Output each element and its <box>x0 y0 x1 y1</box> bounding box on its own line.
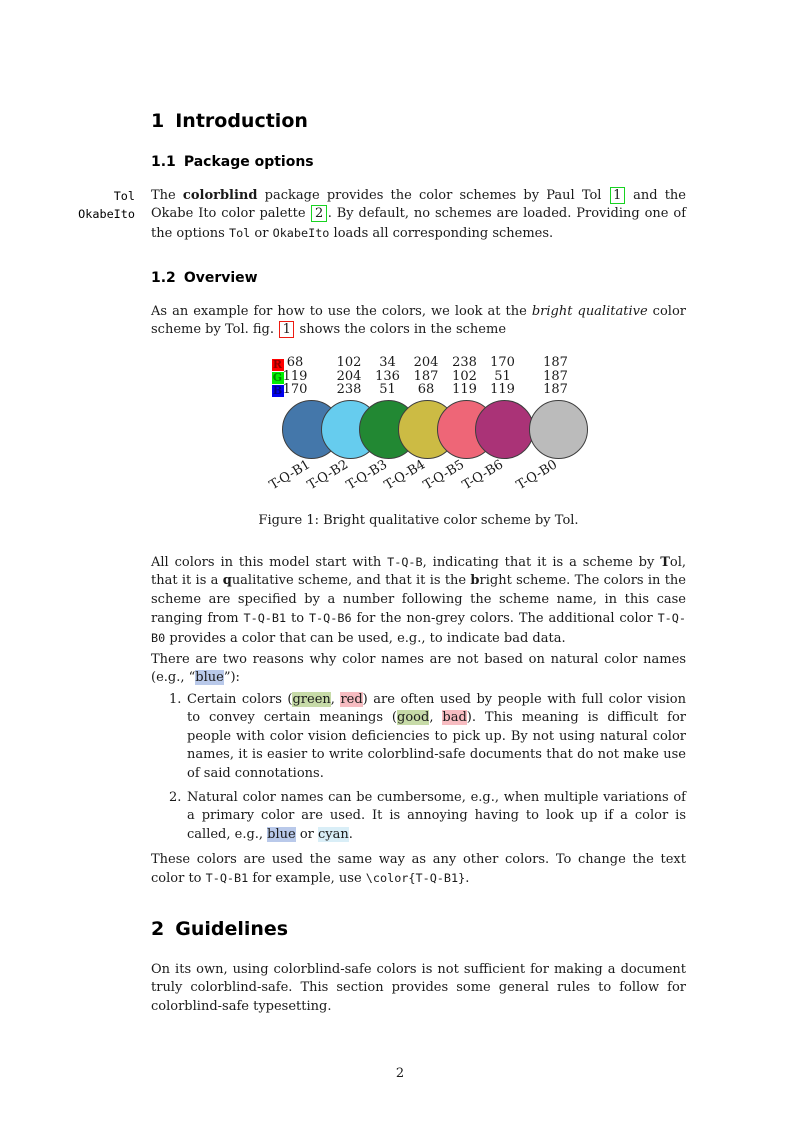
text-run: color scheme by Tol. fig. <box>151 304 686 338</box>
rgb-value: 68 <box>286 355 304 370</box>
rgb-value: 204 <box>336 368 362 384</box>
color-circle-T-Q-B6 <box>475 400 534 459</box>
rgb-value: 204 <box>413 355 439 370</box>
text-run: There are two reasons why color names are not based on natural color names (e.g., “ <box>151 652 686 686</box>
list-item-text <box>187 789 686 844</box>
text-tt: T-Q-B1 <box>243 611 287 626</box>
text-run: or <box>250 225 273 241</box>
rgb-value: 51 <box>379 382 396 398</box>
text-i: bright qualitative <box>531 304 648 319</box>
paragraph-package-intro <box>78 187 687 243</box>
text-run: ) are often used by people with full color vision to convey certain meanings ( <box>187 692 687 726</box>
text-b: q <box>222 573 232 589</box>
rgb-row-label-r: R <box>272 357 283 371</box>
text-run: . By default, no schemes are loaded. Providing one of the options <box>151 206 687 241</box>
text-run: package provides the color schemes by Paul Tol <box>257 188 609 203</box>
text-hl-blue: blue <box>267 826 296 842</box>
list-item-2 <box>151 789 686 844</box>
text-run: shows the colors in the scheme <box>295 322 507 338</box>
text-run: loads all corresponding schemes. <box>329 225 554 241</box>
rgb-value: 34 <box>379 355 396 370</box>
text-run: . <box>465 871 470 887</box>
rgb-value: 119 <box>282 368 308 384</box>
text-run: . <box>348 826 353 842</box>
figure-ref-link[interactable]: 1 <box>279 321 294 338</box>
color-label-T-Q-B0: T-Q-B0 <box>513 457 560 494</box>
text-tt: T-Q-B1 <box>205 871 249 886</box>
text-run: right scheme. The colors in the scheme are specified by a number following the scheme name, in this case ranging from <box>151 573 686 627</box>
text-run: and the Okabe Ito color palette <box>151 188 686 222</box>
rgb-values-T-Q-B6 <box>481 356 525 397</box>
paragraph-overview-intro <box>151 303 686 340</box>
list-item-number: 2. <box>169 790 182 805</box>
section-heading-introduction <box>151 110 686 132</box>
paragraph-text <box>151 304 686 337</box>
section-heading-package-options <box>151 154 686 170</box>
rgb-value: 187 <box>543 355 568 370</box>
text-b: T <box>660 555 670 570</box>
text-tt: T-Q-B <box>387 555 423 569</box>
text-hl-green: green <box>292 692 331 707</box>
rgb-values-T-Q-B4 <box>404 356 448 397</box>
section-title: Package options <box>183 154 314 170</box>
rgb-value: 170 <box>282 382 308 398</box>
rgb-value: 102 <box>336 355 362 370</box>
text-run: , <box>429 710 443 726</box>
list-item-text <box>187 691 686 783</box>
rgb-value: 102 <box>452 368 477 384</box>
text-run: provides a color that can be used, e.g., to indicate bad data. <box>165 630 566 646</box>
text-hl-red: bad <box>442 710 467 726</box>
list-item-number: 1. <box>169 692 182 707</box>
rgb-value: 68 <box>417 382 435 398</box>
text-run: for the non-grey colors. The additional color <box>351 611 658 627</box>
color-label-T-Q-B3: T-Q-B3 <box>343 457 390 494</box>
text-run: ol, that it is a <box>151 555 687 589</box>
rgb-row-label-b: B <box>272 384 283 398</box>
rgb-values-T-Q-B2 <box>327 356 371 397</box>
text-run: These colors are used the same way as any other colors. To change the text color to <box>151 852 686 887</box>
section-title: Introduction <box>175 110 308 132</box>
text-hl-cyan: cyan <box>318 826 349 842</box>
section-number: 1 <box>151 110 165 132</box>
text-hl-green: good <box>397 710 430 726</box>
rgb-value: 170 <box>490 355 515 370</box>
section-number: 1.2 <box>151 270 176 286</box>
paragraph-text <box>151 188 686 241</box>
rgb-values-T-Q-B0 <box>534 356 578 397</box>
text-run: ”): <box>223 670 240 686</box>
color-circle-T-Q-B0 <box>529 400 588 459</box>
paragraph-same-way <box>151 851 686 889</box>
paragraph-text <box>151 962 686 1014</box>
rgb-value: 136 <box>375 368 400 384</box>
paragraph-text <box>151 555 686 646</box>
rgb-value: 238 <box>336 382 362 398</box>
text-run: Natural color names can be cumbersome, e.g., when multiple variations of a primary color are used. It is annoying having to look up if a color is called, e.g., <box>187 790 686 842</box>
text-run: ). This meaning is difficult for people with color vision deficiencies to pick up. By not using natural color names, it is easier to write colorblind-safe documents that do not make use of said connotations. <box>187 710 687 781</box>
text-run: for example, use <box>248 871 366 887</box>
rgb-value: 187 <box>543 382 568 398</box>
list-item-1 <box>151 691 686 783</box>
text-run: or <box>295 826 319 842</box>
section-heading-guidelines <box>151 918 686 940</box>
rgb-value: 119 <box>490 382 515 398</box>
text-tt: T-Q-B6 <box>308 611 352 626</box>
text-tt: Tol <box>228 225 251 240</box>
figure-caption: Figure 1: Bright qualitative color scheme by Tol. <box>258 513 579 528</box>
section-number: 1.1 <box>151 154 176 170</box>
figure-color-scheme <box>151 356 686 542</box>
text-b: b <box>470 573 480 589</box>
text-hl-blue: blue <box>195 670 224 686</box>
text-run: , indicating that it is a scheme by <box>422 555 661 570</box>
color-label-T-Q-B4: T-Q-B4 <box>382 457 429 494</box>
rgb-value: 238 <box>452 355 477 370</box>
citation-link[interactable]: 1 <box>610 187 625 204</box>
text-run: All colors in this model start with <box>151 555 388 570</box>
color-label-T-Q-B5: T-Q-B5 <box>421 457 468 494</box>
margin-note-okabeito: OkabeIto <box>78 207 135 222</box>
section-title: Overview <box>183 270 258 286</box>
rgb-value: 119 <box>452 382 477 398</box>
rgb-value: 187 <box>413 368 439 384</box>
paragraph-text <box>151 852 686 886</box>
text-tt: OkabeIto <box>272 225 330 240</box>
rgb-row-label-g: G <box>272 370 283 384</box>
paragraph-guidelines-intro <box>151 961 686 1016</box>
rgb-value: 187 <box>543 368 568 384</box>
text-b: colorblind <box>182 188 258 203</box>
rgb-value: 51 <box>494 368 511 384</box>
text-run: ualitative scheme, and that it is the <box>231 573 471 589</box>
text-tt: T-Q-B0 <box>151 611 686 645</box>
color-label-T-Q-B1: T-Q-B1 <box>266 457 313 494</box>
section-number: 2 <box>151 918 165 940</box>
color-label-T-Q-B6: T-Q-B6 <box>459 457 506 494</box>
section-heading-overview <box>151 270 686 286</box>
paragraph-model <box>151 553 686 648</box>
section-title: Guidelines <box>175 918 289 940</box>
rgb-values-T-Q-B3 <box>366 356 410 397</box>
page-number: 2 <box>395 1066 405 1081</box>
text-run: As an example for how to use the colors, we look at the <box>151 304 532 319</box>
rgb-values-T-Q-B1 <box>273 356 317 397</box>
text-run: Certain colors ( <box>187 692 293 707</box>
citation-link[interactable]: 2 <box>311 205 326 222</box>
paragraph-text <box>151 652 686 685</box>
paragraph-reasons <box>151 651 686 688</box>
text-hl-red: red <box>340 692 363 707</box>
text-tt: \color{T-Q-B1} <box>365 871 466 886</box>
text-run: The <box>151 188 183 203</box>
color-label-T-Q-B2: T-Q-B2 <box>305 457 352 494</box>
text-run: , <box>330 692 341 707</box>
text-run: On its own, using colorblind-safe colors is not sufficient for making a document truly colorblind-safe. This section provides some general rules to follow for colorblind-safe typesetting. <box>151 962 686 1014</box>
margin-note-tol: Tol <box>113 189 135 203</box>
text-run: to <box>286 611 309 627</box>
